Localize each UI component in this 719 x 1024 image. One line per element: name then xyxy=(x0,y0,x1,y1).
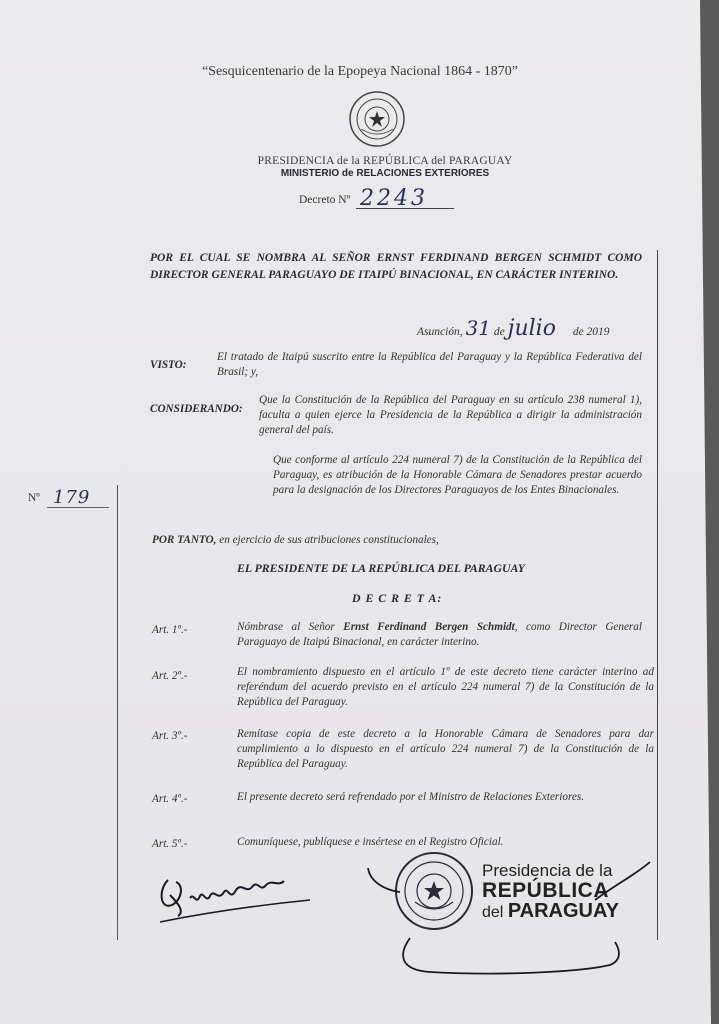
president-heading: EL PRESIDENTE DE LA REPÚBLICA DEL PARAGUAY xyxy=(237,561,525,575)
considerando-paragraph-2: Que conforme al artículo 224 numeral 7) de la Constitución de la República del Paraguay, es atribución de la Honorable Cámara de Senadores prestar acuerdo para la designación de los Directores Paraguayos de los Entes Binacionales. xyxy=(273,454,642,496)
por-tanto xyxy=(152,533,632,548)
por-tanto-text: en ejercicio de sus atribuciones constitucionales, xyxy=(219,534,439,546)
article-5-label: Art. 5º.- xyxy=(152,838,188,850)
right-margin-line xyxy=(657,250,658,940)
date-day: 31 xyxy=(465,316,492,340)
signature-graphic xyxy=(150,860,330,940)
visto-text: El tratado de Itaipú suscrito entre la República del Paraguay y la República Federativa del Brasil; y, xyxy=(217,351,642,378)
left-margin-line xyxy=(117,485,118,940)
stamp-line-2: REPÚBLICA xyxy=(482,879,610,902)
margin-number-value: 179 xyxy=(53,487,91,508)
ministry-line: MINISTERIO de RELACIONES EXTERIORES xyxy=(280,168,490,179)
considerando-paragraph-1: Que la Constitución de la República del Paraguay en su artículo 238 numeral 1), faculta a quien ejerce la Presidencia de la República a dirigir la administración general del país. xyxy=(259,394,642,436)
decree-title: POR EL CUAL SE NOMBRA AL SEÑOR ERNST FERDINAND BERGEN SCHMIDT COMO DIRECTOR GENERAL PARAGUAYO DE ITAIPÚ BINACIONAL, EN CARÁCTER INTERINO. xyxy=(150,252,642,281)
date-year: de 2019 xyxy=(572,326,610,338)
stamp-line-1: Presidencia de la xyxy=(482,861,613,880)
article-2-text: El nombramiento dispuesto en el artículo 1º de este decreto tiene carácter interino ad referéndum del acuerdo previsto en el artículo 224 numeral 7) de la Constitución de la República del Paraguay. xyxy=(237,666,654,708)
national-seal-icon xyxy=(347,89,407,149)
article-3-text: Remítase copia de este decreto a la Honorable Cámara de Senadores para dar cumplimiento a lo dispuesto en el artículo 224 numeral 7) de la Constitución de la República del Paraguay. xyxy=(237,728,654,770)
decree-label: Decreto Nº xyxy=(299,194,351,206)
considerando-label: CONSIDERANDO: xyxy=(150,403,243,415)
article-1-text: Nómbrase al Señor Ernst Ferdinand Bergen Schmidt, como Director General Paraguayo de Itaipú Binacional, en carácter interino. xyxy=(237,621,642,648)
date-line xyxy=(417,316,610,341)
decree-number: 2243 xyxy=(360,186,428,211)
article-2-label: Art. 2º.- xyxy=(152,670,188,682)
article-4-label: Art. 4º.- xyxy=(152,793,188,805)
presidency-line: PRESIDENCIA de la REPÚBLICA del PARAGUAY xyxy=(257,155,513,167)
date-month: julio xyxy=(507,316,556,341)
stamp-line-3: del PARAGUAY xyxy=(482,900,619,922)
article-4-text: El presente decreto será refrendado por el Ministro de Relaciones Exteriores. xyxy=(237,791,585,803)
date-city: Asunción, xyxy=(417,326,463,338)
ink-strokes xyxy=(360,860,660,985)
article-1-label: Art. 1º.- xyxy=(152,624,188,636)
article-5-text: Comuníquese, publíquese e insértese en el Registro Oficial. xyxy=(237,836,504,848)
appointee-name: Ernst Ferdinand Bergen Schmidt xyxy=(343,621,515,633)
margin-number-label: Nº xyxy=(28,492,40,504)
por-tanto-label: POR TANTO, xyxy=(152,534,217,546)
date-de: de xyxy=(493,326,505,338)
article-3-label: Art. 3º.- xyxy=(152,730,188,742)
motto: “Sesquicentenario de la Epopeya Nacional 1864 - 1870” xyxy=(201,64,519,79)
decreta-heading: D E C R E T A: xyxy=(352,591,443,605)
visto-label: VISTO: xyxy=(150,359,187,371)
